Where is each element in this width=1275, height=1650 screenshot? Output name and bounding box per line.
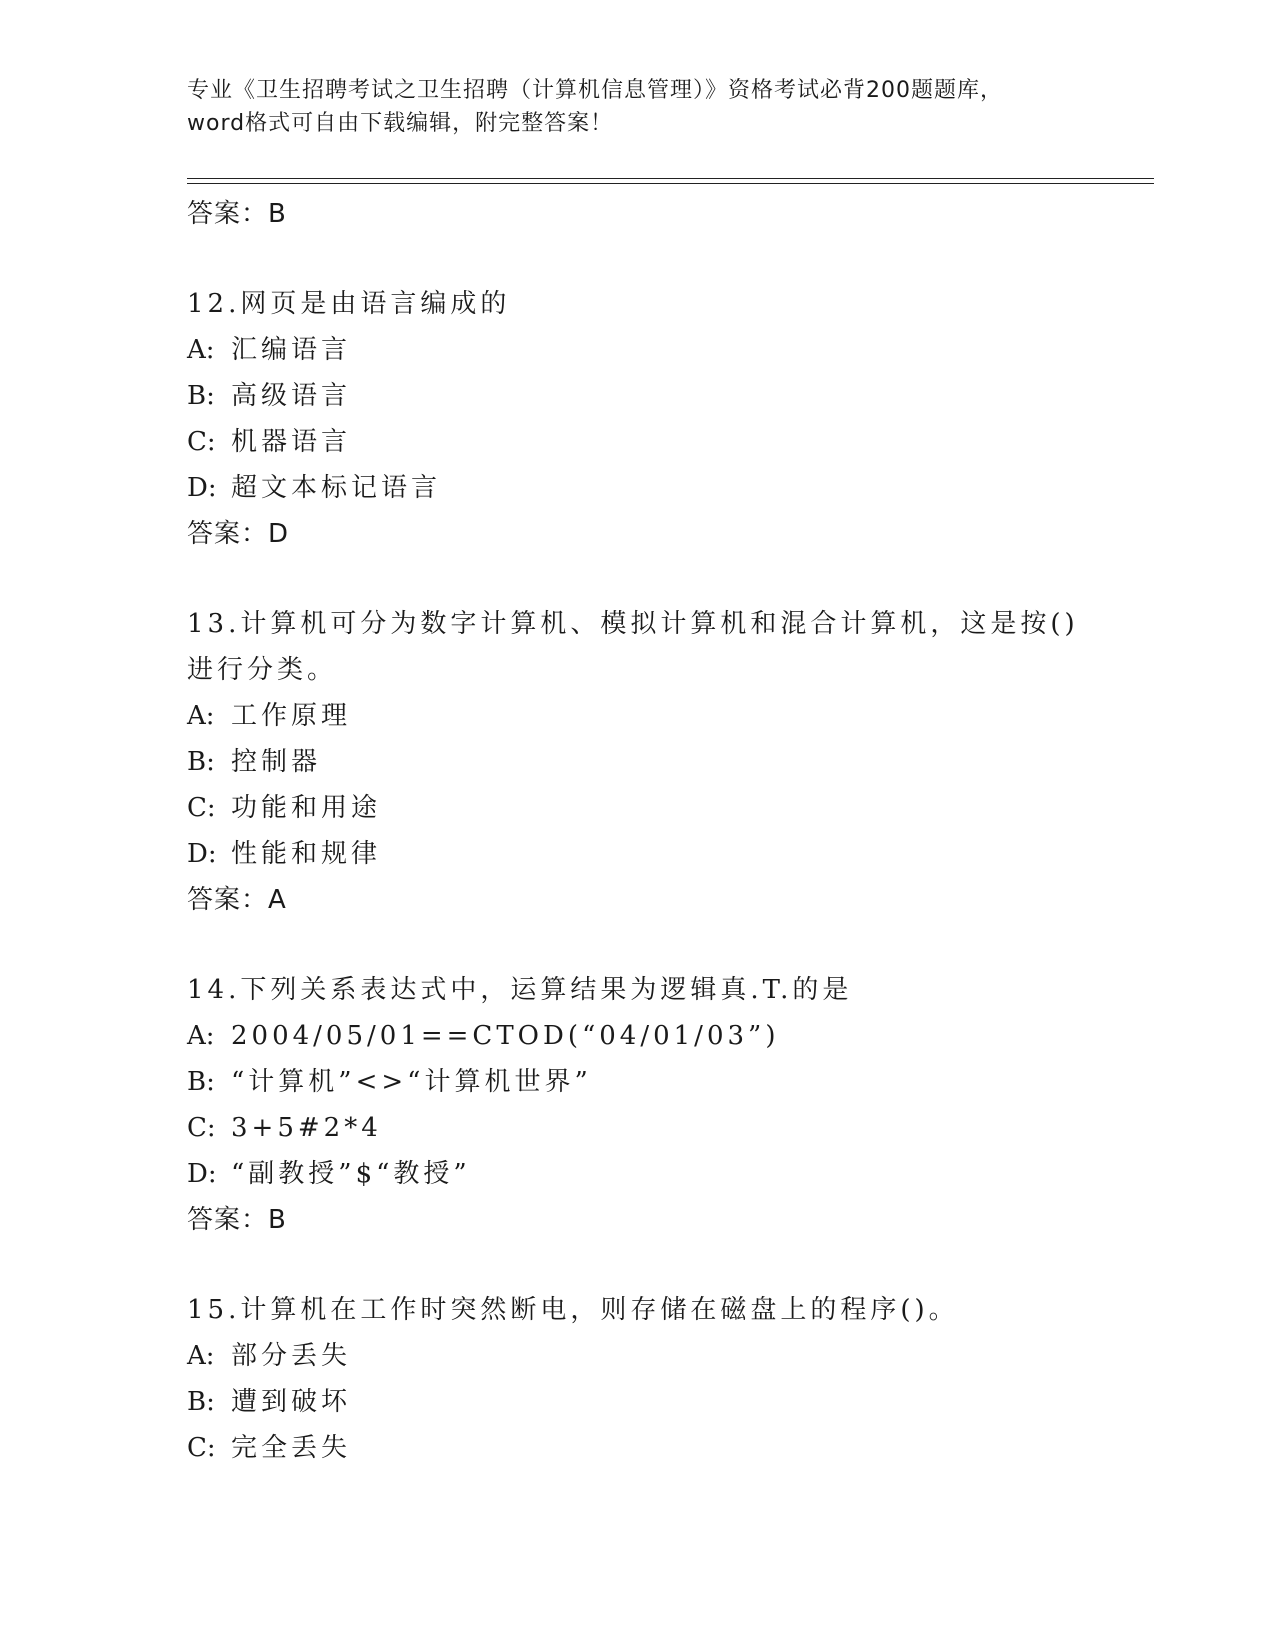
option-text: 高级语言	[231, 381, 352, 411]
option-item	[187, 739, 1087, 785]
option-text: “计算机”<>“计算机世界”	[231, 1067, 592, 1097]
option-item	[187, 1425, 1087, 1471]
question-block	[187, 967, 1087, 1243]
option-text: 工作原理	[231, 701, 352, 731]
spacer	[187, 237, 1087, 281]
option-item	[187, 693, 1087, 739]
option-text: 超文本标记语言	[231, 473, 442, 503]
option-letter: A:	[187, 701, 215, 731]
option-item	[187, 327, 1087, 373]
option-item	[187, 1333, 1087, 1379]
option-text: 完全丢失	[231, 1433, 352, 1463]
option-letter: A:	[187, 1341, 215, 1371]
option-letter: A:	[187, 335, 215, 365]
option-item	[187, 1379, 1087, 1425]
header-divider	[187, 178, 1154, 179]
option-letter: C:	[187, 793, 216, 823]
option-item	[187, 831, 1087, 877]
option-letter: D:	[187, 839, 217, 869]
spacer	[187, 923, 1087, 967]
option-item	[187, 465, 1087, 511]
header-line-2: word格式可自由下载编辑，附完整答案！	[187, 111, 614, 136]
answer-line: 答案：D	[187, 519, 290, 549]
question-block	[187, 281, 1087, 557]
header-divider	[187, 183, 1154, 184]
option-text: 3+5#2*4	[231, 1113, 382, 1143]
spacer	[187, 1243, 1087, 1287]
option-letter: C:	[187, 1113, 216, 1143]
option-letter: C:	[187, 427, 216, 457]
answer-line: 答案：B	[187, 1205, 287, 1235]
option-item	[187, 419, 1087, 465]
option-item	[187, 373, 1087, 419]
option-letter: B:	[187, 1387, 215, 1417]
document-header	[187, 74, 1087, 140]
option-letter: C:	[187, 1433, 216, 1463]
question-text: 13.计算机可分为数字计算机、模拟计算机和混合计算机，这是按()进行分类。	[187, 609, 1079, 685]
option-text: “副教授”$“教授”	[231, 1159, 471, 1189]
answer-line: 答案：B	[187, 199, 287, 229]
question-block	[187, 601, 1087, 923]
question-text: 15.计算机在工作时突然断电，则存储在磁盘上的程序()。	[187, 1295, 959, 1325]
question-block	[187, 1287, 1087, 1471]
option-letter: B:	[187, 1067, 215, 1097]
option-text: 遭到破坏	[231, 1387, 352, 1417]
option-text: 机器语言	[231, 427, 352, 457]
option-text: 功能和用途	[231, 793, 382, 823]
option-letter: D:	[187, 473, 217, 503]
spacer	[187, 557, 1087, 601]
option-text: 控制器	[231, 747, 322, 777]
option-item	[187, 1105, 1087, 1151]
header-line-1: 专业《卫生招聘考试之卫生招聘（计算机信息管理）》资格考试必背200题题库，	[187, 78, 1003, 103]
option-letter: D:	[187, 1159, 217, 1189]
question-list	[187, 191, 1087, 1471]
option-letter: B:	[187, 381, 215, 411]
option-letter: B:	[187, 747, 215, 777]
option-text: 汇编语言	[231, 335, 352, 365]
option-text: 2004/05/01==CTOD(“04/01/03”)	[231, 1021, 780, 1051]
question-text: 12.网页是由语言编成的	[187, 289, 511, 319]
option-text: 部分丢失	[231, 1341, 352, 1371]
option-item	[187, 785, 1087, 831]
option-text: 性能和规律	[231, 839, 382, 869]
question-text: 14.下列关系表达式中，运算结果为逻辑真.T.的是	[187, 975, 853, 1005]
option-letter: A:	[187, 1021, 215, 1051]
option-item	[187, 1059, 1087, 1105]
option-item	[187, 1151, 1087, 1197]
answer-line: 答案：A	[187, 885, 287, 915]
option-item	[187, 1013, 1087, 1059]
